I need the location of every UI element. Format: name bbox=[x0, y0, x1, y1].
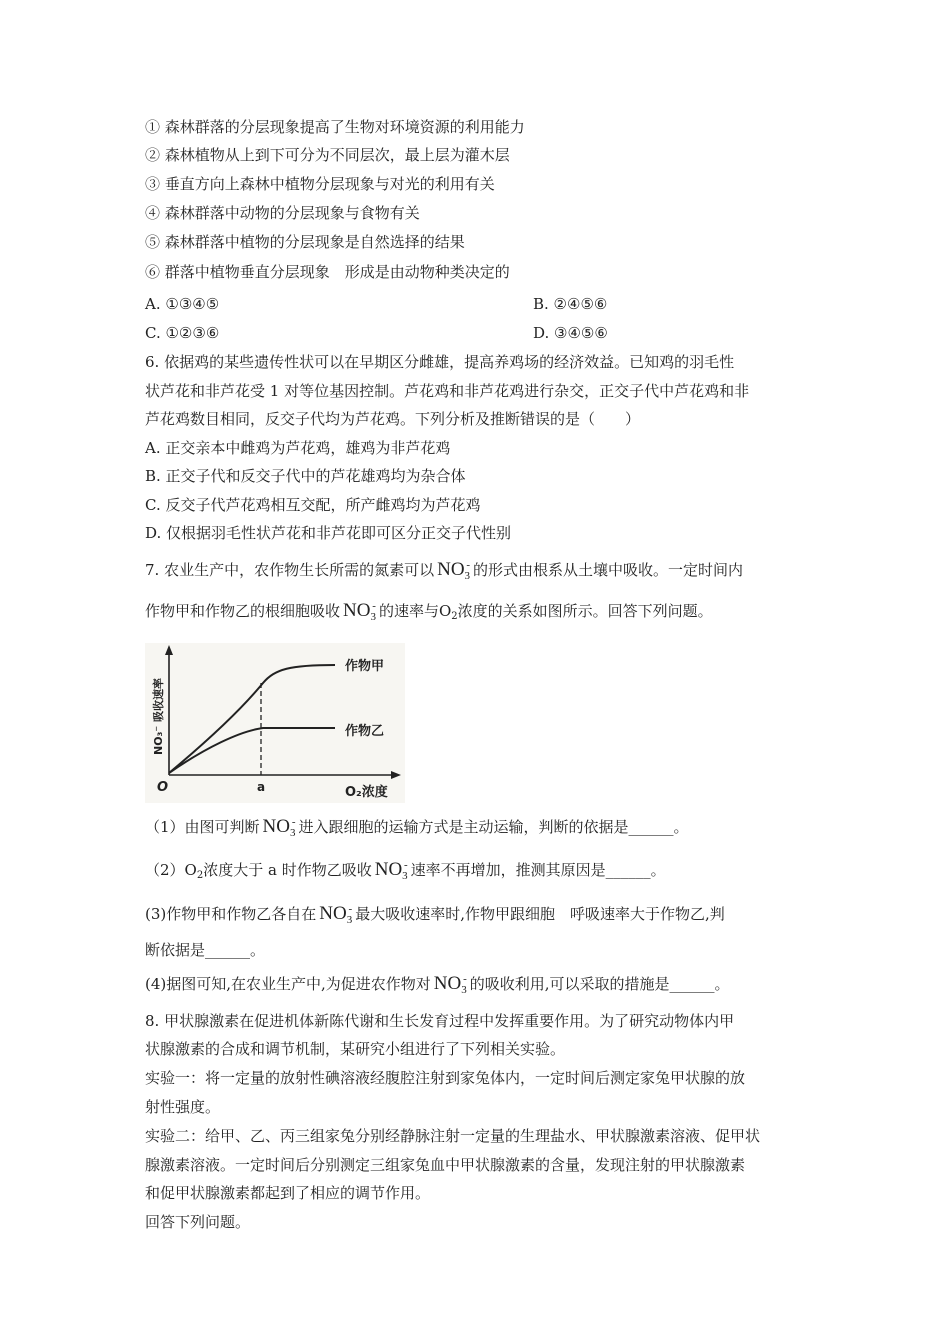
q7-subquestion-1: （1）由图可判断 $NO_3$ - 进入跟细胞的运输方式是主动运输，判断的依据是______。 bbox=[145, 816, 689, 839]
nitrate-formula: $NO_3$ - bbox=[262, 816, 296, 839]
q6-stem-line-3: 芦花鸡数目相同，反交子代均为芦花鸡。下列分析及推断错误的是（ ） bbox=[145, 410, 641, 428]
q7-subquestion-2: $(2)O_2$浓度大于 a 时作物乙吸收 $NO_3$ - 速率不再增加，推测其原因是______。 bbox=[145, 859, 666, 882]
q5-option-a: A. ①③④⑤ bbox=[145, 295, 220, 313]
statement-2: ② 森林植物从上到下可分为不同层次，最上层为灌木层 bbox=[145, 146, 510, 164]
q8-prompt: 回答下列问题。 bbox=[145, 1213, 251, 1231]
a-label: a bbox=[257, 780, 266, 794]
q5-option-d: D. ③④⑤⑥ bbox=[533, 324, 608, 342]
nitrate-formula: $NO_3$ - bbox=[437, 559, 471, 582]
statement-4: ④ 森林群落中动物的分层现象与食物有关 bbox=[145, 204, 420, 222]
q6-option-d: D. 仅根据羽毛性状芦花和非芦花即可区分正交子代性别 bbox=[145, 524, 512, 542]
oxygen-formula: $O_2$ bbox=[438, 602, 458, 622]
statement-5: ⑤ 森林群落中植物的分层现象是自然选择的结果 bbox=[145, 233, 465, 251]
origin-label: O bbox=[157, 780, 169, 795]
q8-line-2: 状腺激素的合成和调节机制，某研究小组进行了下列相关实验。 bbox=[145, 1040, 566, 1058]
statement-6: ⑥ 群落中植物垂直分层现象 形成是由动物种类决定的 bbox=[145, 263, 510, 281]
label-crop-yi: 作物乙 bbox=[345, 724, 385, 739]
q7-stem-line-2: 作物甲和作物乙的根细胞吸收 $NO_3$ - 的速率与$O_2$浓度的关系如图所示。回答下列问题。 bbox=[145, 600, 713, 623]
nitrate-formula: $NO_3$ - bbox=[343, 600, 376, 623]
oxygen-formula: $O_2$ bbox=[184, 861, 204, 881]
q5-option-b: B. ②④⑤⑥ bbox=[533, 295, 608, 313]
q7-subquestion-3: (3)作物甲和作物乙各自在 $NO_3$ - 最大吸收速率时,作物甲跟细胞 呼吸速率大于作物乙,判 bbox=[145, 903, 725, 926]
q8-line-1: 8. 甲状腺激素在促进机体新陈代谢和生长发育过程中发挥重要作用。为了研究动物体内甲 bbox=[145, 1012, 735, 1030]
q6-stem-line-2: 状芦花和非芦花受 1 对等位基因控制。芦花鸡和非芦花鸡进行杂交，正交子代中芦花鸡和非 bbox=[145, 382, 750, 400]
q6-option-a: A. 正交亲本中雌鸡为芦花鸡，雄鸡为非芦花鸡 bbox=[145, 439, 451, 457]
q8-experiment-1-line-2: 射性强度。 bbox=[145, 1098, 221, 1116]
q8-experiment-1-line-1: 实验一：将一定量的放射性碘溶液经腹腔注射到家兔体内，一定时间后测定家兔甲状腺的放 bbox=[145, 1069, 746, 1087]
label-crop-jia: 作物甲 bbox=[345, 659, 385, 674]
q6-stem-line-1: 6. 依据鸡的某些遗传性状可以在早期区分雌雄，提高养鸡场的经济效益。已知鸡的羽毛性 bbox=[145, 353, 735, 371]
q5-option-c: C. ①②③⑥ bbox=[145, 324, 220, 342]
x-axis-label: O₂浓度 bbox=[345, 785, 388, 800]
q7-subquestion-4: (4)据图可知,在农业生产中,为促进农作物对 $NO_3$ - 的吸收利用,可以采取的措施是______。 bbox=[145, 973, 730, 996]
nitrate-formula: $NO_3$ - bbox=[374, 859, 408, 882]
q6-option-b: B. 正交子代和反交子代中的芦花雄鸡均为杂合体 bbox=[145, 467, 466, 485]
uptake-rate-graph bbox=[145, 643, 405, 803]
q8-experiment-2-line-3: 和促甲状腺激素都起到了相应的调节作用。 bbox=[145, 1184, 431, 1202]
statement-3: ③ 垂直方向上森林中植物分层现象与对光的利用有关 bbox=[145, 175, 495, 193]
nitrate-formula: $NO_3$ - bbox=[319, 903, 353, 926]
statement-1: ① 森林群落的分层现象提高了生物对环境资源的利用能力 bbox=[145, 118, 525, 136]
nitrate-formula: $NO_3$ - bbox=[433, 973, 467, 996]
q6-option-c: C. 反交子代芦花鸡相互交配，所产雌鸡均为芦花鸡 bbox=[145, 496, 481, 514]
y-axis-label: NO₃⁻ 吸收速率 bbox=[152, 677, 165, 755]
q8-experiment-2-line-2: 腺激素溶液。一定时间后分别测定三组家兔血中甲状腺激素的含量，发现注射的甲状腺激素 bbox=[145, 1156, 746, 1174]
q7-subquestion-3-line-2: 断依据是______。 bbox=[145, 941, 266, 959]
q7-stem-line-1: 7. 农业生产中，农作物生长所需的氮素可以 $NO_3$ - 的形式由根系从土壤中吸收。一定时间内 bbox=[145, 559, 744, 582]
q8-experiment-2-line-1: 实验二：给甲、乙、丙三组家兔分别经静脉注射一定量的生理盐水、甲状腺激素溶液、促甲状 bbox=[145, 1127, 761, 1145]
